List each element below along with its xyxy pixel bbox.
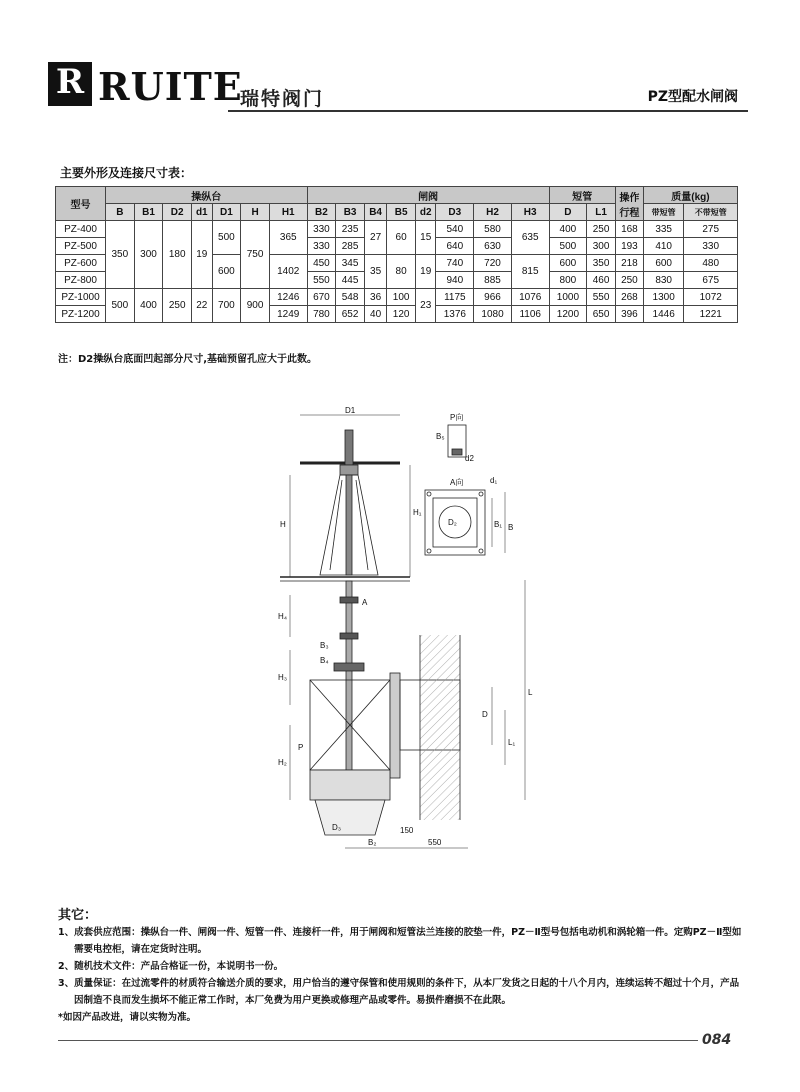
cell-b5: 80 bbox=[387, 255, 416, 289]
cell-b1: 400 bbox=[134, 289, 163, 323]
logo-glyph: R bbox=[55, 62, 85, 102]
col-header: D2 bbox=[163, 204, 192, 221]
header-pipe: 短管 bbox=[549, 187, 615, 204]
cell-b3: 345 bbox=[336, 255, 365, 272]
label-h2: H₂ bbox=[278, 758, 287, 767]
cell-b5: 120 bbox=[387, 306, 416, 323]
label-550: 550 bbox=[428, 838, 442, 847]
cell-b4: 36 bbox=[364, 289, 386, 306]
col-header: B2 bbox=[307, 204, 336, 221]
cell-mass-with: 830 bbox=[643, 272, 684, 289]
cell-h2: 720 bbox=[474, 255, 512, 272]
cell-h: 900 bbox=[241, 289, 270, 323]
cell-D1: 500 bbox=[212, 221, 241, 255]
col-header: 带短管 bbox=[643, 204, 684, 221]
cell-d2: 250 bbox=[163, 289, 192, 323]
label-b4: B₄ bbox=[320, 656, 329, 665]
cell-h3: 1106 bbox=[511, 306, 549, 323]
cell-l1: 650 bbox=[587, 306, 616, 323]
cell-d: 600 bbox=[549, 255, 587, 272]
col-header: L1 bbox=[587, 204, 616, 221]
col-header: B3 bbox=[336, 204, 365, 221]
p-view-detail bbox=[448, 425, 466, 457]
console-stand bbox=[320, 475, 378, 575]
cell-b2: 330 bbox=[307, 238, 336, 255]
cell-b: 500 bbox=[106, 289, 135, 323]
cell-b3: 445 bbox=[336, 272, 365, 289]
cell-mass-without: 1072 bbox=[684, 289, 738, 306]
label-b1: B₁ bbox=[494, 520, 503, 529]
col-header: B1 bbox=[134, 204, 163, 221]
cell-h1: 1402 bbox=[269, 255, 307, 289]
col-header: H2 bbox=[474, 204, 512, 221]
cell-stroke: 250 bbox=[615, 272, 643, 289]
header-gate: 闸阀 bbox=[307, 187, 549, 204]
handwheel bbox=[300, 430, 400, 475]
header-console: 操纵台 bbox=[106, 187, 308, 204]
cell-b2: 330 bbox=[307, 221, 336, 238]
col-header: D1 bbox=[212, 204, 241, 221]
label-d: D bbox=[482, 710, 488, 719]
cell-mass-with: 335 bbox=[643, 221, 684, 238]
cell-d2-small: 23 bbox=[415, 289, 436, 323]
cell-mass-without: 480 bbox=[684, 255, 738, 272]
col-header: B bbox=[106, 204, 135, 221]
cell-h3: 815 bbox=[511, 255, 549, 289]
gate-valve-drawing bbox=[270, 405, 560, 865]
cell-h1: 1249 bbox=[269, 306, 307, 323]
cell-mass-with: 410 bbox=[643, 238, 684, 255]
cell-d3: 1175 bbox=[436, 289, 474, 306]
cell-l1: 550 bbox=[587, 289, 616, 306]
table-row bbox=[56, 289, 738, 306]
label-a-view: A向 bbox=[450, 478, 464, 487]
cell-d: 400 bbox=[549, 221, 587, 238]
cell-h2: 885 bbox=[474, 272, 512, 289]
cell-b3: 285 bbox=[336, 238, 365, 255]
label-d2: d2 bbox=[465, 454, 474, 463]
label-b3: B₃ bbox=[320, 641, 329, 650]
cell-stroke: 193 bbox=[615, 238, 643, 255]
cell-mass-without: 675 bbox=[684, 272, 738, 289]
cell-model: PZ-400 bbox=[56, 221, 106, 238]
table-row bbox=[56, 221, 738, 238]
cell-d2-small: 19 bbox=[415, 255, 436, 289]
cell-d: 1000 bbox=[549, 289, 587, 306]
cell-h2: 966 bbox=[474, 289, 512, 306]
cell-l1: 350 bbox=[587, 255, 616, 272]
cell-b2: 780 bbox=[307, 306, 336, 323]
cell-mass-with: 600 bbox=[643, 255, 684, 272]
cell-mass-with: 1446 bbox=[643, 306, 684, 323]
cell-d: 800 bbox=[549, 272, 587, 289]
cell-mass-without: 275 bbox=[684, 221, 738, 238]
cell-d3: 540 bbox=[436, 221, 474, 238]
col-header: B4 bbox=[364, 204, 386, 221]
label-b2: B₂ bbox=[368, 838, 377, 847]
logo-sub: 瑞特 bbox=[70, 109, 84, 118]
cell-stroke: 168 bbox=[615, 221, 643, 238]
cell-b4: 40 bbox=[364, 306, 386, 323]
other-title: 其它： bbox=[58, 908, 98, 923]
cell-D1: 600 bbox=[212, 255, 241, 289]
cell-D1: 700 bbox=[212, 289, 241, 323]
cell-b5: 60 bbox=[387, 221, 416, 255]
header-rule bbox=[228, 110, 748, 112]
label-h4: H₄ bbox=[278, 612, 288, 621]
cell-h1: 1246 bbox=[269, 289, 307, 306]
cell-l1: 460 bbox=[587, 272, 616, 289]
label-h1: H₁ bbox=[413, 508, 422, 517]
label-150: 150 bbox=[400, 826, 414, 835]
header-model: 型号 bbox=[56, 187, 106, 221]
cell-d3: 740 bbox=[436, 255, 474, 272]
label-d1: D1 bbox=[345, 406, 356, 415]
col-header: B5 bbox=[387, 204, 416, 221]
cell-d: 1200 bbox=[549, 306, 587, 323]
cell-b3: 652 bbox=[336, 306, 365, 323]
cell-b5: 100 bbox=[387, 289, 416, 306]
label-b: B bbox=[508, 523, 514, 532]
label-d1-small: d₁ bbox=[490, 476, 498, 485]
cell-b2: 550 bbox=[307, 272, 336, 289]
cell-model: PZ-800 bbox=[56, 272, 106, 289]
col-header: H1 bbox=[269, 204, 307, 221]
label-h: H bbox=[280, 520, 286, 529]
cell-h2: 1080 bbox=[474, 306, 512, 323]
cell-h2: 580 bbox=[474, 221, 512, 238]
cell-model: PZ-500 bbox=[56, 238, 106, 255]
label-l: L bbox=[528, 688, 533, 697]
section-title: 主要外形及连接尺寸表： bbox=[60, 166, 193, 180]
cell-l1: 300 bbox=[587, 238, 616, 255]
col-header: H3 bbox=[511, 204, 549, 221]
label-a: A bbox=[362, 598, 368, 607]
table-note: 注：D2操纵台底面凹起部分尺寸,基础预留孔应大于此数。 bbox=[58, 354, 318, 365]
cell-mass-with: 1300 bbox=[643, 289, 684, 306]
page-number: 084 bbox=[702, 1032, 732, 1048]
cell-b2: 670 bbox=[307, 289, 336, 306]
col-header: D bbox=[549, 204, 587, 221]
brand-logo bbox=[48, 62, 92, 118]
label-d3: D₃ bbox=[332, 823, 342, 832]
cell-d2: 180 bbox=[163, 221, 192, 289]
floor-slab bbox=[280, 577, 410, 581]
cell-d1-small: 22 bbox=[192, 289, 213, 323]
cell-model: PZ-600 bbox=[56, 255, 106, 272]
cell-b1: 300 bbox=[134, 221, 163, 289]
cell-b4: 27 bbox=[364, 221, 386, 255]
cell-d3: 640 bbox=[436, 238, 474, 255]
cell-b: 350 bbox=[106, 221, 135, 289]
col-header: D3 bbox=[436, 204, 474, 221]
label-d2-dia: D₂ bbox=[448, 518, 457, 527]
page-title: PZ型配水闸阀 bbox=[647, 89, 738, 105]
dimension-table bbox=[55, 186, 738, 323]
cell-h3: 635 bbox=[511, 221, 549, 255]
col-header: 不带短管 bbox=[684, 204, 738, 221]
cell-h: 750 bbox=[241, 221, 270, 289]
other-item: *如因产品改进，请以实物为准。 bbox=[58, 1012, 196, 1023]
cell-h1: 365 bbox=[269, 221, 307, 255]
other-item: 3、质量保证：在过流零件的材质符合输送介质的要求，用户恰当的遵守保管和使用规则的条件下，从本厂发货之日起的十八个月内，连续运转不超过十个月，产品因制造不良而发生损坏不能正常工作时，本厂免费为用户更换或修理产品或零件。易损件磨损不在此限。 bbox=[58, 978, 740, 1006]
cell-mass-without: 1221 bbox=[684, 306, 738, 323]
label-p-view: P向 bbox=[450, 413, 464, 422]
cell-d3: 1376 bbox=[436, 306, 474, 323]
cell-model: PZ-1000 bbox=[56, 289, 106, 306]
col-header: d1 bbox=[192, 204, 213, 221]
cell-h3: 1076 bbox=[511, 289, 549, 306]
header-mass: 质量(kg) bbox=[643, 187, 737, 204]
label-p: P bbox=[298, 743, 304, 752]
brand-name: RUITE bbox=[98, 64, 243, 109]
cell-mass-without: 330 bbox=[684, 238, 738, 255]
label-b5: B₅ bbox=[436, 432, 445, 441]
col-header: d2 bbox=[415, 204, 436, 221]
cell-b4: 35 bbox=[364, 255, 386, 289]
other-item: 2、随机技术文件：产品合格证一份，本说明书一份。 bbox=[58, 961, 284, 972]
cell-d2-small: 15 bbox=[415, 221, 436, 255]
page-header bbox=[48, 62, 748, 122]
cell-l1: 250 bbox=[587, 221, 616, 238]
cell-h2: 630 bbox=[474, 238, 512, 255]
cell-d3: 940 bbox=[436, 272, 474, 289]
cell-stroke: 396 bbox=[615, 306, 643, 323]
header-stroke: 操作行程 bbox=[615, 187, 643, 221]
col-header: H bbox=[241, 204, 270, 221]
concrete-wall bbox=[420, 635, 460, 820]
cell-d1-small: 19 bbox=[192, 221, 213, 289]
brand-name-cn: 瑞特阀门 bbox=[240, 88, 325, 110]
cell-b2: 450 bbox=[307, 255, 336, 272]
cell-stroke: 268 bbox=[615, 289, 643, 306]
other-item: 1、成套供应范围：操纵台一件、闸阀一件、短管一件、连接杆一件，用于闸阀和短管法兰连接的胶垫一件，PZ－Ⅱ型号包括电动机和涡轮箱一件。定购PZ－Ⅱ型如需要电控柜，请在定货时注明。 bbox=[58, 927, 742, 955]
label-h3: H₃ bbox=[278, 673, 288, 682]
other-list bbox=[58, 924, 748, 1026]
cell-model: PZ-1200 bbox=[56, 306, 106, 323]
cell-stroke: 218 bbox=[615, 255, 643, 272]
cell-b3: 235 bbox=[336, 221, 365, 238]
cell-b3: 548 bbox=[336, 289, 365, 306]
cell-d: 500 bbox=[549, 238, 587, 255]
footer-rule bbox=[58, 1040, 698, 1041]
label-l1: L₁ bbox=[508, 738, 516, 747]
